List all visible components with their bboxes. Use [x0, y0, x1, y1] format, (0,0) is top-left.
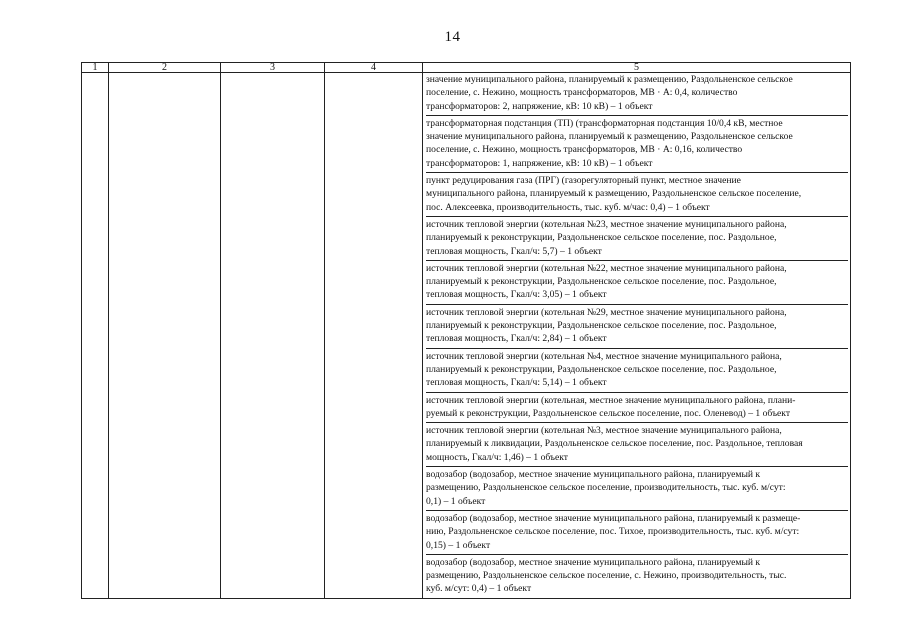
- entry-line: источник тепловой энергии (котельная №23, местное значение муниципального района,: [426, 218, 787, 230]
- list-item: [426, 348, 848, 392]
- column-4-cell: [325, 73, 423, 599]
- column-header-5: 5: [423, 63, 851, 73]
- column-1-cell: [82, 73, 109, 599]
- column-header-2: 2: [109, 63, 221, 73]
- list-item: [426, 172, 848, 216]
- entry-line: значение муниципального района, планируемый к размещению, Раздольненское сельское: [426, 131, 793, 143]
- column-header-3: 3: [221, 63, 325, 73]
- entry-line: планируемый к реконструкции, Раздольненское сельское поселение, пос. Раздольное,: [426, 320, 777, 332]
- document-table: [81, 62, 851, 599]
- list-item: [426, 422, 848, 466]
- entry-line: тепловая мощность, Гкал/ч: 5,14) – 1 объект: [426, 377, 607, 389]
- list-item: [426, 392, 848, 423]
- column-header-4: 4: [325, 63, 423, 73]
- page-number: 14: [444, 29, 461, 45]
- entry-line: тепловая мощность, Гкал/ч: 3,05) – 1 объект: [426, 289, 607, 301]
- column-header-1: 1: [82, 63, 109, 73]
- entry-line: источник тепловой энергии (котельная №3, местное значение муниципального района,: [426, 425, 782, 437]
- list-item: [426, 510, 848, 554]
- entry-line: водозабор (водозабор, местное значение муниципального района, планируемый к размеще-: [426, 512, 801, 524]
- entry-line: источник тепловой энергии (котельная №29, местное значение муниципального района,: [426, 306, 787, 318]
- entry-line: водозабор (водозабор, местное значение муниципального района, планируемый к: [426, 469, 761, 481]
- entry-line: планируемый к реконструкции, Раздольненское сельское поселение, пос. Раздольное,: [426, 363, 777, 375]
- entry-line: мощность, Гкал/ч: 1,46) – 1 объект: [426, 451, 568, 463]
- entry-line: муниципального района, планируемый к размещению, Раздольненское сельское поселение,: [426, 188, 802, 200]
- entry-line: источник тепловой энергии (котельная №4, местное значение муниципального района,: [426, 350, 782, 362]
- entry-line: 0,1) – 1 объект: [426, 495, 486, 507]
- entry-line: трансформаторов: 1, напряжение, кВ: 10 кВ) – 1 объект: [426, 157, 653, 169]
- entry-line: значение муниципального района, планируемый к размещению, Раздольненское сельское: [426, 74, 793, 85]
- entry-line: пос. Алексеевка, производительность, тыс. куб. м/час: 0,4) – 1 объект: [426, 201, 710, 213]
- entry-line: руемый к реконструкции, Раздольненское сельское поселение, пос. Оленевод) – 1 объект: [426, 407, 791, 419]
- list-item: [426, 260, 848, 304]
- entry-line: тепловая мощность, Гкал/ч: 5,7) – 1 объект: [426, 245, 602, 257]
- entry-line: тепловая мощность, Гкал/ч: 2,84) – 1 объект: [426, 333, 607, 345]
- entry-line: размещению, Раздольненское сельское поселение, с. Нежино, производительность, тыс.: [426, 570, 787, 582]
- column-2-cell: [109, 73, 221, 599]
- entry-line: поселение, с. Нежино, мощность трансформаторов, МВ · А: 0,16, количество: [426, 144, 743, 156]
- entry-line: размещению, Раздольненское сельское поселение, производительность, тыс. куб. м/сут:: [426, 482, 786, 494]
- list-item: [426, 115, 848, 172]
- entry-line: пункт редуцирования газа (ПРГ) (газорегуляторный пункт, местное значение: [426, 175, 741, 187]
- list-item: [426, 466, 848, 510]
- entries-list: [426, 73, 848, 598]
- header-row: [82, 63, 851, 73]
- entry-line: трансформаторная подстанция (ТП) (трансформаторная подстанция 10/0,4 кВ, местное: [426, 117, 783, 129]
- entry-line: нию, Раздольненское сельское поселение, пос. Тихое, производительность, тыс. куб. м/сут:: [426, 526, 800, 538]
- list-item: [426, 216, 848, 260]
- entry-line: трансформаторов: 2, напряжение, кВ: 10 кВ) – 1 объект: [426, 100, 653, 112]
- entry-line: источник тепловой энергии (котельная №22, местное значение муниципального района,: [426, 262, 787, 274]
- list-item: [426, 73, 848, 115]
- list-item: [426, 554, 848, 598]
- table-row: [82, 73, 851, 599]
- column-5-cell: [423, 73, 851, 599]
- entry-line: источник тепловой энергии (котельная, местное значение муниципального района, плани-: [426, 394, 796, 406]
- entry-line: поселение, с. Нежино, мощность трансформаторов, МВ · А: 0,4, количество: [426, 87, 738, 99]
- entry-line: планируемый к реконструкции, Раздольненское сельское поселение, пос. Раздольное,: [426, 232, 777, 244]
- entry-line: планируемый к реконструкции, Раздольненское сельское поселение, пос. Раздольное,: [426, 276, 777, 288]
- list-item: [426, 304, 848, 348]
- entry-line: водозабор (водозабор, местное значение муниципального района, планируемый к: [426, 556, 761, 568]
- entry-line: 0,15) – 1 объект: [426, 539, 491, 551]
- column-3-cell: [221, 73, 325, 599]
- entry-line: куб. м/сут: 0,4) – 1 объект: [426, 583, 532, 595]
- entry-line: планируемый к ликвидации, Раздольненское сельское поселение, пос. Раздольное, тепловая: [426, 438, 803, 450]
